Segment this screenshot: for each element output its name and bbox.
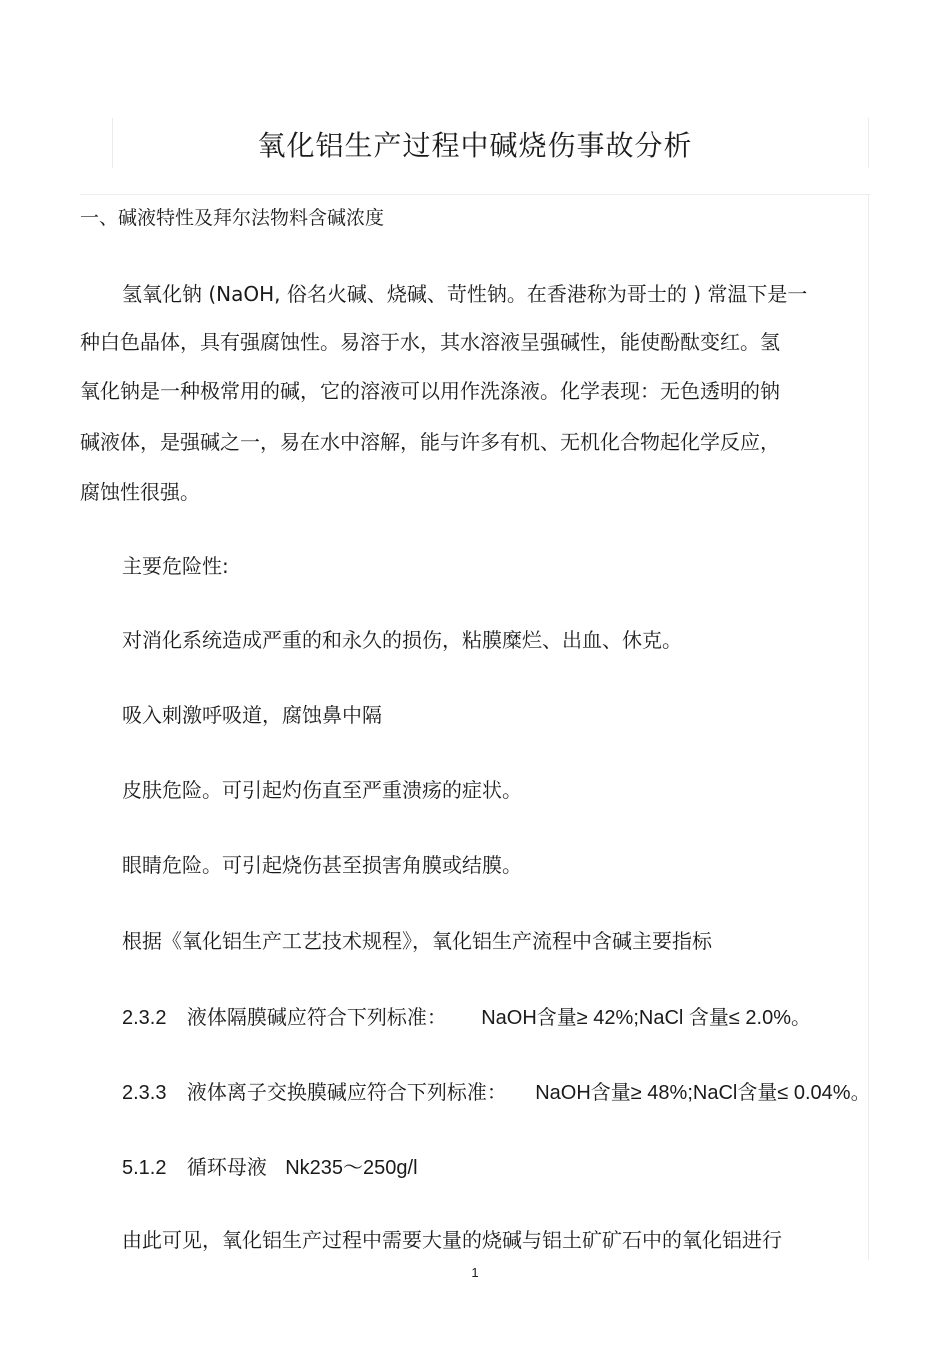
hazard-item: 眼睛危险。可引起烧伤甚至损害角膜或结膜。 xyxy=(122,853,522,877)
paragraph-line: 腐蚀性很强。 xyxy=(80,480,200,504)
standard-text: 液体隔膜碱应符合下列标准： xyxy=(186,1005,447,1029)
standard-number: 2.3.2 xyxy=(122,1007,167,1029)
standard-spec: NaOH含量≥ 48%;NaCl含量≤ 0.04%。 xyxy=(535,1082,871,1104)
section-heading: 一、碱液特性及拜尔法物料含碱浓度 xyxy=(80,207,385,229)
standard-number: 2.3.3 xyxy=(122,1082,167,1104)
standard-text: 循环母液 xyxy=(186,1155,267,1179)
standard-row xyxy=(122,1078,871,1107)
paragraph-line: 种白色晶体，具有强腐蚀性。易溶于水，其水溶液呈强碱性，能使酚酞变红。氢 xyxy=(80,330,780,354)
paragraph-line: 碱液体，是强碱之一，易在水中溶解，能与许多有机、无机化合物起化学反应， xyxy=(80,430,780,454)
hazard-item: 对消化系统造成严重的和永久的损伤，粘膜糜烂、出血、休克。 xyxy=(122,628,682,652)
standard-row xyxy=(122,1003,811,1032)
hazard-heading: 主要危险性: xyxy=(122,554,229,578)
conclusion-line: 由此可见，氧化铝生产过程中需要大量的烧碱与铝土矿矿石中的氧化铝进行 xyxy=(122,1228,782,1252)
paragraph-line: 氧化钠是一种极常用的碱，它的溶液可以用作洗涤液。化学表现：无色透明的钠 xyxy=(80,379,780,403)
frame-divider xyxy=(80,194,870,195)
hazard-item: 吸入刺激呼吸道，腐蚀鼻中隔 xyxy=(122,703,382,727)
hazard-item: 皮肤危险。可引起灼伤直至严重溃疡的症状。 xyxy=(122,778,522,802)
document-title: 氧化铝生产过程中碱烧伤事故分析 xyxy=(257,129,693,162)
standard-number: 5.1.2 xyxy=(122,1157,167,1179)
standard-text: 液体离子交换膜碱应符合下列标准： xyxy=(186,1080,507,1104)
paragraph-line: 氢氧化钠 (NaOH, 俗名火碱、烧碱、苛性钠。在香港称为哥士的 ) 常温下是一 xyxy=(122,282,808,306)
page-number: 1 xyxy=(471,1265,479,1280)
standard-spec: Nk235～250g/l xyxy=(285,1157,418,1179)
standard-row xyxy=(122,1153,418,1182)
regulation-intro: 根据《氧化铝生产工艺技术规程》，氧化铝生产流程中含碱主要指标 xyxy=(122,929,712,953)
standard-spec: NaOH含量≥ 42%;NaCl 含量≤ 2.0%。 xyxy=(481,1007,812,1029)
